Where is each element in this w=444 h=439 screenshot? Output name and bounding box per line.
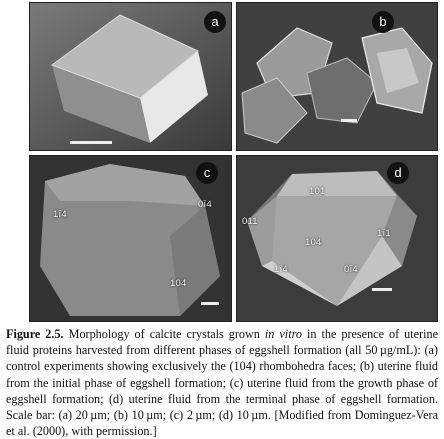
face-label: 1ī4: [53, 209, 67, 220]
figure-caption: [6, 326, 438, 439]
panel-d-label: d: [387, 162, 409, 184]
panel-b-label: b: [372, 11, 394, 33]
caption-italic: in vitro: [264, 327, 302, 341]
face-label: 011: [242, 216, 258, 227]
caption-text: in the presence of uterine fluid proteins harvested from different phases of eggshell formation (all 50 µg/mL): (a) control experiments showing exclusively the (104) rhombohedra faces; (b) uterine fluid from the initial phase of eggshell formation; (c) uterine fluid from the growth phase of eggshell formation; (d) uterine fluid from the terminal phase of eggshell formation. Scale bar: (a) 20 µm; (b) 10 µm; (c) 2 µm; (d) 10 µm. [Modified from Dominguez-Vera et al. (2000), with permission.]: [6, 327, 438, 439]
panel-b: [236, 2, 438, 151]
scale-bar-d: [372, 288, 392, 291]
panel-a: [29, 2, 232, 151]
face-label: 104: [170, 278, 187, 289]
face-label: 104: [305, 237, 322, 248]
face-label: 0ī4: [198, 199, 212, 210]
panel-d: [236, 155, 438, 322]
panel-c-label: c: [196, 162, 218, 184]
face-label: 0ī4: [344, 264, 358, 275]
scale-bar-b: [341, 119, 357, 122]
caption-text: Morphology of calcite crystals grown: [63, 327, 265, 341]
figure-label: Figure 2.5.: [6, 327, 64, 341]
crystal-b-image: [237, 3, 437, 150]
crystal-a-image: [30, 3, 231, 150]
scale-bar-a: [70, 141, 112, 144]
panel-a-label: a: [204, 11, 226, 33]
face-label: 1ī4: [274, 264, 288, 275]
scale-bar-c: [201, 302, 219, 305]
face-label: 101: [309, 186, 326, 197]
crystal-d-image: [237, 156, 437, 321]
panel-c: [29, 155, 232, 322]
face-label: 1ī1: [377, 228, 391, 239]
